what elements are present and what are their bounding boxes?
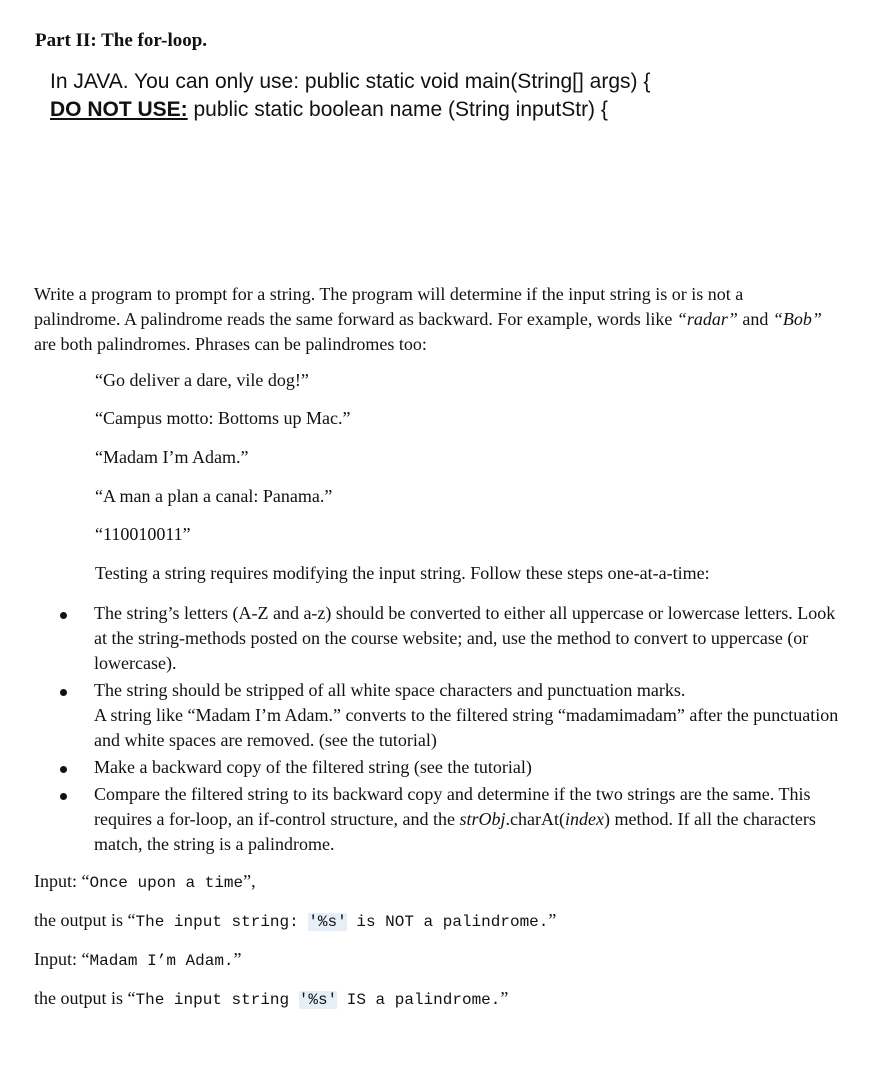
code-index: index (565, 809, 604, 829)
do-not-use-text: public static boolean name (String inputStr) { (187, 98, 608, 121)
example-phrase: “Campus motto: Bottoms up Mac.” (95, 408, 351, 428)
list-item (60, 755, 840, 780)
bullet-icon (60, 766, 67, 773)
input-code: Madam I’m Adam. (89, 952, 234, 970)
list-item (60, 678, 840, 753)
step-text: The string’s letters (A-Z and a-z) should be converted to either all uppercase or lowercase letters. Look at the string-methods posted on the course website; and, use the method to convert to uppercase (or lowercase). (94, 603, 836, 673)
list-item (60, 601, 840, 676)
steps-intro: Testing a string requires modifying the input string. Follow these steps one-at-a-time: (95, 563, 710, 583)
step-text: The string should be stripped of all white space characters and punctuation marks. (94, 680, 686, 700)
example-word-bob: “Bob” (772, 309, 822, 329)
intro-end: are both palindromes. Phrases can be palindromes too: (34, 334, 427, 354)
output-code: IS a palindrome. (337, 991, 501, 1009)
output-code: The input string (135, 991, 299, 1009)
output-label: the output is “ (34, 910, 136, 930)
output-example-2 (34, 988, 508, 1009)
output-end: ” (548, 910, 557, 930)
bullet-icon (60, 612, 67, 619)
intro-and: and (737, 309, 773, 329)
output-end: ” (500, 988, 509, 1008)
input-end: ” (233, 949, 242, 969)
input-end: ”, (243, 871, 256, 891)
bullet-icon (60, 689, 67, 696)
example-phrase: “Madam I’m Adam.” (95, 447, 249, 467)
input-example-2 (34, 949, 242, 970)
java-constraint-line: In JAVA. You can only use: public static void main(String[] args) { (50, 70, 651, 93)
step-text: Make a backward copy of the filtered string (see the tutorial) (94, 757, 532, 777)
output-label: the output is “ (34, 988, 136, 1008)
output-format-specifier: '%s' (298, 991, 338, 1009)
step-text: Compare the filtered string to its backward copy and determine if the two strings are the same. This requires a for-loop, an if-control structure, and the (94, 784, 811, 829)
input-label: Input: “ (34, 871, 90, 891)
input-code: Once upon a time (89, 874, 244, 892)
input-label: Input: “ (34, 949, 90, 969)
example-word-radar: “radar” (676, 309, 738, 329)
intro-paragraph (34, 282, 834, 357)
step-text-end: ) method. If all the characters match, the string is a palindrome. (94, 809, 816, 854)
output-format-specifier: '%s' (308, 913, 347, 931)
example-phrase: “Go deliver a dare, vile dog!” (95, 370, 309, 390)
output-code: The input string: (135, 913, 309, 931)
bullet-icon (60, 793, 67, 800)
do-not-use-label: DO NOT USE: (50, 98, 188, 121)
part-title: Part II: The for-loop. (35, 30, 208, 51)
output-code: is NOT a palindrome. (346, 913, 549, 931)
output-example-1 (34, 910, 556, 931)
code-strobj: strObj (459, 809, 506, 829)
example-phrase: “110010011” (95, 524, 191, 544)
intro-text: Write a program to prompt for a string. The program will determine if the input string is or is not a palindrome. A palindrome reads the same forward as backward. For example, words like (34, 284, 744, 329)
input-example-1 (34, 871, 256, 892)
code-charat: .charAt( (505, 809, 565, 829)
example-phrase: “A man a plan a canal: Panama.” (95, 486, 333, 506)
step-subtext: A string like “Madam I’m Adam.” converts to the filtered string “madamimadam” after the punctuation and white spaces are removed. (see the tutorial) (94, 705, 839, 750)
steps-list (60, 601, 840, 859)
list-item (60, 782, 840, 857)
do-not-use-line (50, 98, 608, 122)
